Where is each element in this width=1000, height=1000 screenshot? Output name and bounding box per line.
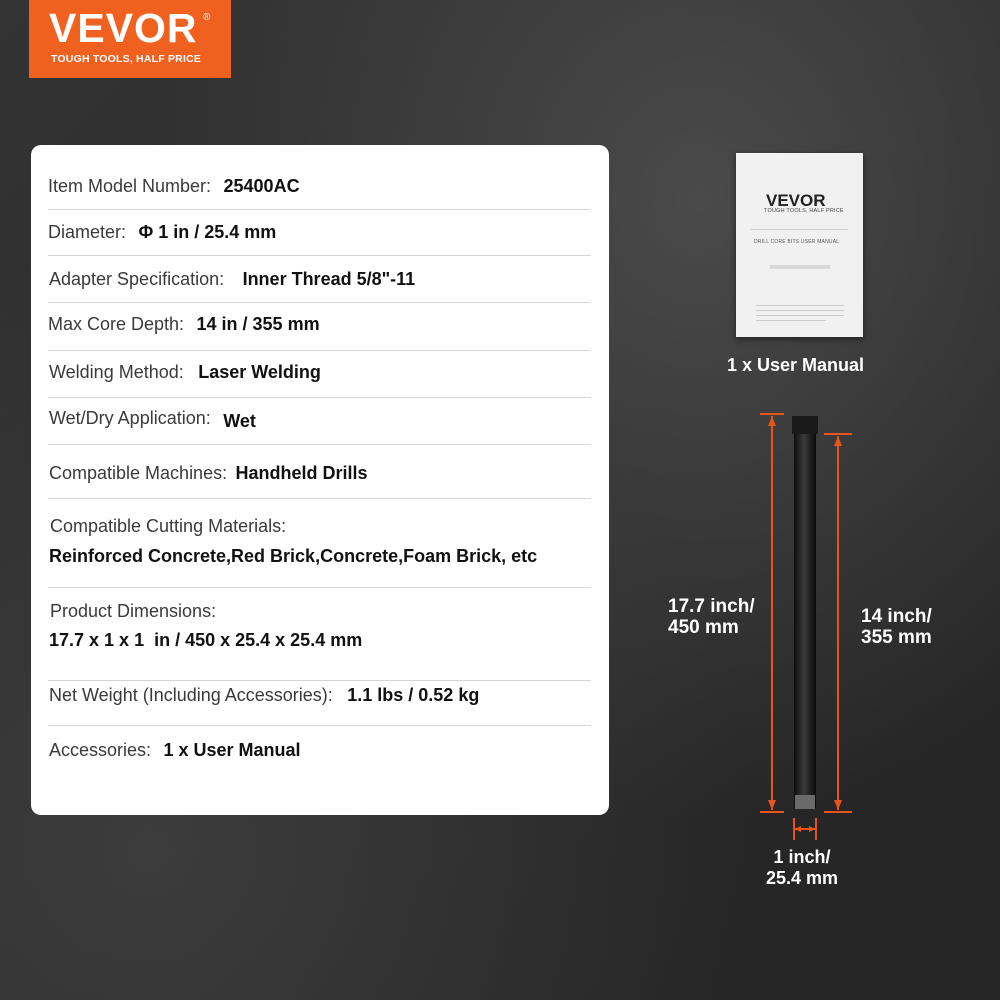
manual-text-line xyxy=(756,320,826,321)
spec-label: Compatible Cutting Materials: xyxy=(50,516,287,536)
spec-value: Wet xyxy=(223,411,256,431)
diameter-line2: 25.4 mm xyxy=(766,868,839,888)
manual-text-line xyxy=(756,315,844,316)
spec-value: 1 x User Manual xyxy=(163,740,301,760)
spec-row-depth xyxy=(48,303,591,351)
manual-tagline: TOUGH TOOLS, HALF PRICE xyxy=(764,208,844,214)
spec-label: Adapter Specification: xyxy=(49,269,225,289)
spec-row-machines xyxy=(48,445,591,499)
brand-logo xyxy=(29,0,231,78)
drill-bit-segment xyxy=(795,795,815,809)
spec-row-diameter xyxy=(48,210,591,256)
spec-label: Compatible Machines: xyxy=(49,463,228,483)
spec-label: Diameter: xyxy=(48,222,127,242)
spec-row-accessories xyxy=(48,726,591,776)
spec-label: Wet/Dry Application: xyxy=(49,408,211,428)
spec-value: 1.1 lbs / 0.52 kg xyxy=(347,685,480,705)
diameter-line1: 1 inch/ xyxy=(773,847,831,867)
manual-model-line xyxy=(770,265,830,269)
total-length-line2: 450 mm xyxy=(668,617,739,638)
spec-value: Inner Thread 5/8"-11 xyxy=(242,269,416,289)
drill-bit-tube xyxy=(794,418,816,808)
spec-label: Max Core Depth: xyxy=(48,314,185,334)
spec-label: Net Weight (Including Accessories): xyxy=(49,685,333,705)
depth-line1: 14 inch/ xyxy=(861,606,932,627)
spec-row-dimensions xyxy=(48,588,591,681)
manual-text-line xyxy=(750,229,848,230)
spec-value: Reinforced Concrete,Red Brick,Concrete,Foam Brick, etc xyxy=(49,546,538,566)
spec-value: 25400AC xyxy=(223,176,300,196)
manual-logo: VEVOR xyxy=(766,191,826,210)
spec-row-weight xyxy=(48,681,591,726)
spec-value: Laser Welding xyxy=(198,362,321,382)
depth-arrow xyxy=(824,434,852,812)
spec-row-model xyxy=(48,167,591,210)
depth-line2: 355 mm xyxy=(861,627,932,648)
spec-row-welding xyxy=(48,351,591,398)
spec-value: 17.7 x 1 x 1 in / 450 x 25.4 x 25.4 mm xyxy=(49,630,363,650)
manual-caption: 1 x User Manual xyxy=(727,355,865,375)
spec-row-adapter xyxy=(48,256,591,303)
spec-value: 14 in / 355 mm xyxy=(196,314,320,334)
spec-label: Product Dimensions: xyxy=(50,601,217,621)
registered-mark: ® xyxy=(203,12,211,23)
manual-text-line xyxy=(756,310,844,311)
spec-label: Welding Method: xyxy=(49,362,184,382)
diameter-label xyxy=(766,847,838,889)
drill-bit-adapter xyxy=(792,416,818,434)
depth-label xyxy=(861,606,932,648)
total-length-arrow xyxy=(760,414,784,812)
spec-value: Handheld Drills xyxy=(235,463,368,483)
brand-name: VEVOR xyxy=(49,5,198,51)
spec-row-materials xyxy=(48,499,591,588)
total-length-line1: 17.7 inch/ xyxy=(668,596,755,617)
manual-text-line xyxy=(756,305,844,306)
spec-value: Φ 1 in / 25.4 mm xyxy=(138,222,277,242)
diameter-arrow xyxy=(794,818,816,840)
spec-card xyxy=(31,145,609,815)
spec-label: Item Model Number: xyxy=(48,176,212,196)
manual-title: DRILL CORE BITS USER MANUAL xyxy=(754,239,840,245)
total-length-label xyxy=(668,596,755,638)
brand-tagline: TOUGH TOOLS, HALF PRICE xyxy=(51,53,202,65)
user-manual-image xyxy=(736,153,863,337)
spec-row-application xyxy=(48,398,591,445)
spec-label: Accessories: xyxy=(49,740,152,760)
